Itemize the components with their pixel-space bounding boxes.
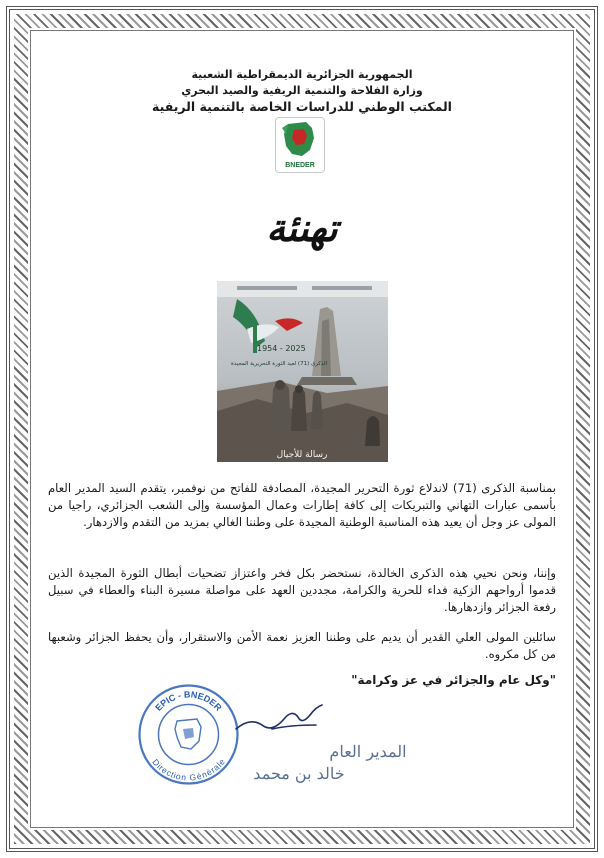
paragraph-2: وإننا، ونحن نحيي هذه الذكرى الخالدة، نستحضر بكل فخر واعتزاز تضحيات أبطال الثورة المجيدة الذين قدموا أرواحهم الزكية فداء للحرية والكرامة، مجددين العهد على مواصلة مسيرة البناء والعطاء في سبيل رفعة الجزائر وازدهارها.: [48, 566, 556, 615]
paragraph-3: سائلين المولى العلي القدير أن يديم على وطننا العزيز نعمة الأمن والاستقرار، وأن يحفظ الجزائر وشعبها من كل مكروه.: [48, 630, 556, 662]
paragraph-1: بمناسبة الذكرى (71) لاندلاع ثورة التحرير المجيدة، المصادفة للفاتح من نوفمبر، يتقدم السيد المدير العام بأسمى عبارات التهاني والتبريكات إلى كافة إطارات وعمال المؤسسة وإلى الشعب الجزائري، راجيا من المولى عز وجل أن يعيد هذه المناسبة الوطنية المجيدة على وطننا الغالي بمزيد من التقدم والازدهار.: [48, 481, 556, 530]
algeria-map-icon: [276, 118, 324, 160]
signature-mark: [232, 695, 332, 745]
document-title: تهنئة: [266, 205, 338, 250]
poster-caption: رسالة للأجيال: [276, 450, 328, 460]
logo-label: BNEDER: [285, 162, 315, 169]
signatory-role: المدير العام: [329, 742, 407, 761]
bneder-logo: [275, 117, 325, 173]
header-ministry: وزارة الفلاحة والتنمية الريفية والصيد البحري: [181, 84, 423, 97]
poster-date: 1954 - 2025: [257, 344, 306, 353]
signatory-name: خالد بن محمد: [253, 764, 345, 783]
svg-text:Direction Générale: [150, 757, 227, 783]
poster-image: [217, 281, 388, 462]
closing-slogan: "وكل عام والجزائر في عز وكرامة": [351, 673, 556, 687]
stamp-bottom-text: Direction Générale: [150, 756, 227, 783]
header-republic: الجمهورية الجزائرية الديمقراطية الشعبية: [191, 68, 413, 81]
poster-anniversary: الذكرى (71) لعيد الثورة التحريرية المجيدة: [230, 361, 328, 367]
anniversary-poster: [217, 281, 388, 462]
stamp-top-text: EPIC - BNEDER: [153, 689, 224, 713]
header-office: المكتب الوطني للدراسات الخاصة بالتنمية الريفية: [152, 99, 452, 114]
official-stamp: [137, 683, 240, 786]
